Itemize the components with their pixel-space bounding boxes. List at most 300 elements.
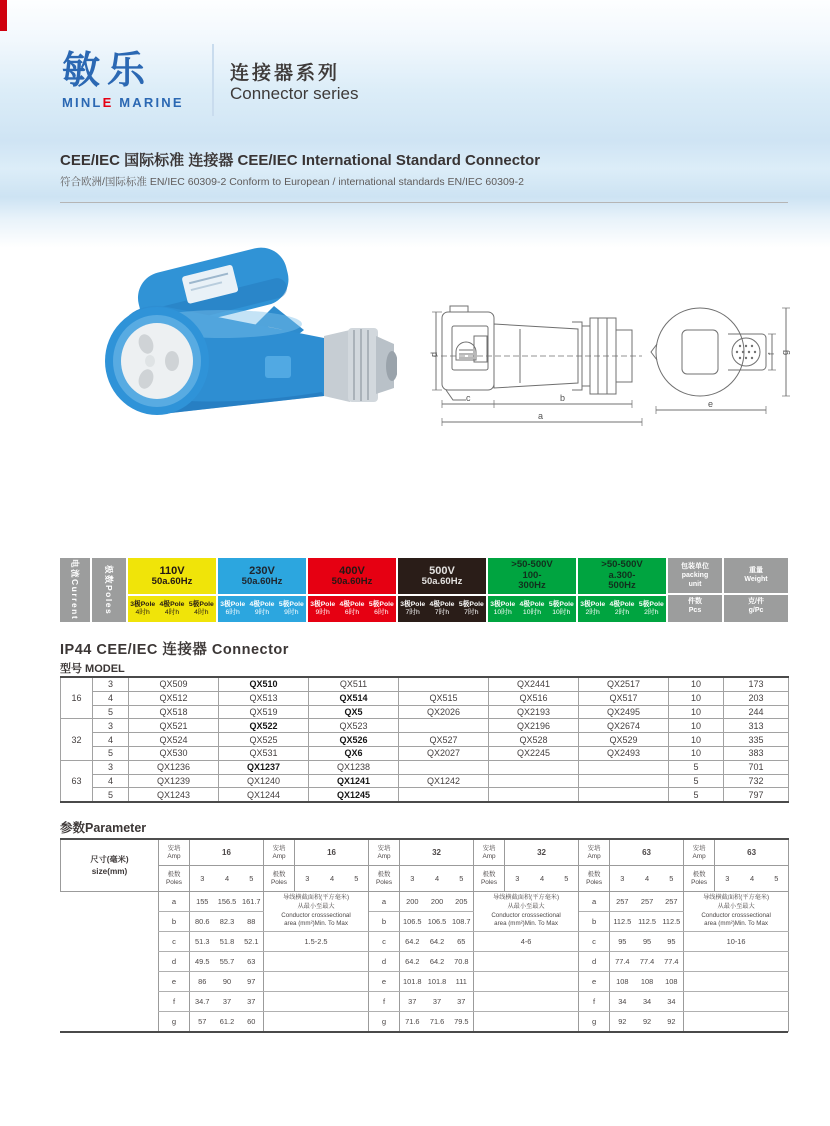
model-cell: QX531 (219, 746, 309, 760)
dim-letter-cell: a (369, 892, 400, 912)
poles-label-en: Poles (691, 878, 708, 886)
pole-col-header: 4 (530, 866, 555, 892)
weight-column-top (724, 558, 788, 593)
poles-label-cn: 极数 (272, 870, 286, 878)
dim-letter-cell: c (369, 932, 400, 952)
voltage-poles-row (308, 596, 396, 622)
pcs-cell: 10 (669, 691, 724, 705)
param-value-cell: 37 (450, 992, 474, 1012)
weight-cell: 335 (724, 733, 789, 747)
model-cell: QX526 (309, 733, 399, 747)
voltage-title-line: 50a.60Hz (421, 575, 463, 587)
model-cell: QX514 (309, 691, 399, 705)
voltage-title (218, 558, 306, 594)
pole-count-cell: 4 (93, 733, 129, 747)
pole-col-header: 3 (715, 866, 740, 892)
logo-divider (212, 44, 214, 116)
pcs-cell: 5 (669, 788, 724, 802)
pole-hour-label: 4时h (194, 609, 209, 616)
model-cell: QX519 (219, 705, 309, 719)
param-value-cell: 112.5 (635, 912, 660, 932)
conductor-note-line: area (mm²)Min. To Max (494, 920, 558, 928)
model-cell: QX511 (309, 677, 399, 691)
conductor-note-line: 导线横截面积(平方毫米) (703, 894, 770, 902)
param-value-cell: 101.8 (400, 972, 425, 992)
dim-letter-cell: b (159, 912, 190, 932)
weight-cell: 797 (724, 788, 789, 802)
pole-count-cell: 3 (93, 677, 129, 691)
voltage-poles-row (128, 596, 216, 622)
param-value-cell: 92 (660, 1012, 684, 1032)
param-value-cell: 257 (635, 892, 660, 912)
conductor-range-cell: 4-6 (474, 932, 579, 952)
pole-subcell (247, 601, 276, 618)
pole-subcell (517, 601, 546, 618)
dim-letter-cell: a (159, 892, 190, 912)
param-value-cell: 95 (610, 932, 635, 952)
pole-hour-label: 9时h (315, 609, 330, 616)
voltage-title-line: >50-500V (601, 559, 643, 571)
model-cell (399, 760, 489, 774)
pole-count-label: 4极Pole (429, 600, 455, 608)
dim-label-b: b (560, 393, 566, 403)
amp-header-label (159, 839, 190, 866)
pole-col-header: 3 (610, 866, 635, 892)
pole-hour-label: 7时h (464, 609, 479, 616)
weight-column (724, 558, 788, 622)
weight-cell: 701 (724, 760, 789, 774)
voltage-column-1 (128, 558, 216, 622)
packing-unit-column-top (668, 558, 722, 593)
weight-column-line: Weight (744, 576, 768, 584)
weight-cell: 203 (724, 691, 789, 705)
model-cell: QX516 (489, 691, 579, 705)
param-value-cell: 64.2 (425, 952, 450, 972)
packing-unit-column-line: unit (688, 580, 702, 588)
param-value-cell: 49.5 (190, 952, 215, 972)
voltage-title-line: 400V (339, 564, 365, 577)
param-value-cell: 92 (635, 1012, 660, 1032)
packing-unit-column-line: Pcs (688, 606, 702, 614)
conductor-note-line: area (mm²)Min. To Max (284, 920, 348, 928)
amp-header-value: 63 (610, 839, 684, 866)
dim-letter-cell: c (579, 932, 610, 952)
model-cell: QX518 (129, 705, 219, 719)
pole-subcell (128, 601, 157, 618)
conductor-note-line: 从最小至最大 (507, 902, 545, 910)
poles-header-label (264, 866, 295, 892)
pole-subcell (398, 601, 427, 618)
pole-count-cell: 3 (93, 760, 129, 774)
amp-header-label (579, 839, 610, 866)
param-value-cell: 200 (425, 892, 450, 912)
amp-group-cell: 63 (61, 760, 93, 802)
param-value-cell: 77.4 (610, 952, 635, 972)
model-cell: QX2674 (579, 719, 669, 733)
param-value-cell: 82.3 (215, 912, 240, 932)
model-cell (489, 760, 579, 774)
pole-hour-label: 7时h (434, 609, 450, 616)
param-value-cell: 97 (240, 972, 264, 992)
conductor-note-line: Conductor crosssectional (701, 911, 771, 919)
param-value-cell: 155 (190, 892, 215, 912)
product-photo (62, 240, 397, 450)
pole-count-label: 3极Pole (130, 600, 156, 608)
conductor-empty-cell (264, 972, 369, 992)
voltage-column-5 (488, 558, 576, 622)
series-title-en: Connector series (230, 84, 359, 103)
conductor-note-cell (684, 892, 789, 932)
param-value-cell: 156.5 (215, 892, 240, 912)
header-divider (60, 202, 788, 203)
connector-photo-illustration (62, 240, 397, 445)
model-cell: QX2517 (579, 677, 669, 691)
conductor-empty-cell (264, 992, 369, 1012)
pole-count-label: 4极Pole (249, 600, 275, 608)
conductor-empty-cell (474, 992, 579, 1012)
size-label-en: size(mm) (91, 866, 128, 876)
amp-header-label (474, 839, 505, 866)
param-value-cell: 112.5 (610, 912, 635, 932)
voltage-column-2 (218, 558, 306, 622)
dim-letter-cell: d (369, 952, 400, 972)
pole-subcell (637, 601, 666, 618)
current-header-label: 电流Current (70, 559, 80, 621)
pole-col-header: 5 (450, 866, 474, 892)
amp-label-cn: 安培 (692, 844, 706, 852)
dim-label-e: e (708, 399, 714, 409)
model-section-subheading: 型号 MODEL (60, 663, 125, 675)
model-cell (399, 677, 489, 691)
param-value-cell: 80.6 (190, 912, 215, 932)
amp-label-cn: 安培 (272, 844, 286, 852)
voltage-title-line: 500Hz (608, 580, 636, 592)
pole-count-label: 4极Pole (519, 600, 545, 608)
amp-header-value: 32 (505, 839, 579, 866)
conductor-note-cell (264, 892, 369, 932)
poles-label-en: Poles (586, 878, 603, 886)
param-value-cell: 64.2 (425, 932, 450, 952)
model-cell: QX512 (129, 691, 219, 705)
dim-letter-cell: b (369, 912, 400, 932)
weight-cell: 244 (724, 705, 789, 719)
size-label-cn: 尺寸(毫米) (90, 854, 129, 864)
voltage-poles-row (218, 596, 306, 622)
pole-col-header: 3 (505, 866, 530, 892)
socket-face (121, 323, 193, 399)
pole-col-header: 4 (215, 866, 240, 892)
param-value-cell: 88 (240, 912, 264, 932)
model-cell: QX521 (129, 719, 219, 733)
pole-count-label: 4极Pole (609, 600, 635, 608)
pole-hour-label: 6时h (374, 609, 389, 616)
pole-count-cell: 5 (93, 705, 129, 719)
param-value-cell: 37 (425, 992, 450, 1012)
model-cell: QX1242 (399, 774, 489, 788)
dim-label-g: g (780, 349, 790, 355)
logo-en-accent: E (102, 95, 114, 110)
pcs-cell: 5 (669, 760, 724, 774)
model-cell (489, 788, 579, 802)
pole-col-header: 5 (555, 866, 579, 892)
pole-count-label: 3极Pole (490, 600, 516, 608)
voltage-title-line: 50a.60Hz (241, 575, 283, 587)
pole-hour-label: 2时h (644, 609, 659, 616)
pole-col-header: 4 (740, 866, 765, 892)
param-value-cell: 95 (635, 932, 660, 952)
param-value-cell: 60 (240, 1012, 264, 1032)
conductor-empty-cell (684, 1012, 789, 1032)
dim-letter-cell: f (159, 992, 190, 1012)
poles-label-en: Poles (166, 878, 182, 886)
pole-hour-label: 4时h (164, 609, 180, 616)
amp-label-en: Amp (272, 852, 286, 860)
pole-subcell (367, 601, 396, 618)
voltage-title-line: a.300- (608, 569, 636, 581)
model-cell: QX1236 (129, 760, 219, 774)
voltage-title-line: 230V (249, 564, 275, 577)
conductor-note-line: 导线横截面积(平方毫米) (283, 894, 350, 902)
amp-header-label (264, 839, 295, 866)
pole-hour-label: 2时h (614, 609, 630, 616)
poles-column-header (92, 558, 126, 622)
param-value-cell: 101.8 (425, 972, 450, 992)
param-value-cell: 71.6 (400, 1012, 425, 1032)
amp-label-cn: 安培 (377, 844, 391, 852)
poles-header-label (579, 866, 610, 892)
pcs-cell: 10 (669, 677, 724, 691)
pole-col-header: 5 (345, 866, 369, 892)
voltage-title-line: 110V (159, 564, 185, 577)
param-value-cell: 106.5 (400, 912, 425, 932)
pole-hour-label: 10时h (493, 609, 512, 616)
model-table (60, 676, 789, 803)
param-section-heading: 参数Parameter (60, 821, 147, 835)
pole-subcell (277, 601, 306, 618)
pole-count-label: 5极Pole (638, 600, 664, 608)
param-value-cell: 106.5 (425, 912, 450, 932)
param-value-cell: 200 (400, 892, 425, 912)
model-cell: QX517 (579, 691, 669, 705)
dim-letter-cell: g (159, 1012, 190, 1032)
model-cell: QX1238 (309, 760, 399, 774)
param-value-cell: 95 (660, 932, 684, 952)
pole-hour-label: 9时h (284, 609, 299, 616)
pole-hour-label: 6时h (225, 609, 240, 616)
amp-header-value: 63 (715, 839, 789, 866)
model-cell: QX529 (579, 733, 669, 747)
model-section-heading: IP44 CEE/IEC 连接器 Connector (60, 642, 289, 658)
amp-label-cn: 安培 (587, 844, 601, 852)
pole-subcell (607, 601, 636, 618)
voltage-column-3 (308, 558, 396, 622)
conductor-empty-cell (684, 992, 789, 1012)
voltage-poles-row (578, 596, 666, 622)
pole-hour-label: 9时h (254, 609, 270, 616)
parameter-table (60, 838, 789, 1032)
voltage-title-line: 50a.60Hz (331, 575, 373, 587)
pole-hour-label: 10时h (522, 609, 542, 616)
model-cell (399, 719, 489, 733)
param-value-cell: 257 (660, 892, 684, 912)
page-title: CEE/IEC 国际标准 连接器 CEE/IEC International Standard Connector (60, 152, 541, 169)
param-value-cell: 37 (240, 992, 264, 1012)
pole-subcell (218, 601, 247, 618)
pcs-cell: 10 (669, 719, 724, 733)
poles-label-cn: 极数 (692, 870, 706, 878)
packing-unit-column-line: 包装单位 (681, 562, 709, 570)
pole-col-header: 4 (320, 866, 345, 892)
dim-letter-cell: f (579, 992, 610, 1012)
param-value-cell: 34 (610, 992, 635, 1012)
param-value-cell: 34 (660, 992, 684, 1012)
dim-letter-cell: e (159, 972, 190, 992)
model-cell: QX1237 (219, 760, 309, 774)
model-cell: QX1244 (219, 788, 309, 802)
current-column-header (60, 558, 90, 622)
logo-cn: 敏乐 (62, 50, 153, 92)
amp-label-en: Amp (587, 852, 601, 860)
param-value-cell: 90 (215, 972, 240, 992)
pcs-cell: 10 (669, 705, 724, 719)
param-value-cell: 77.4 (635, 952, 660, 972)
weight-cell: 732 (724, 774, 789, 788)
amp-label-en: Amp (167, 852, 181, 860)
parameter-table-bottom-rule (60, 1031, 788, 1033)
conductor-range-cell: 10-16 (684, 932, 789, 952)
pole-hour-label: 6时h (344, 609, 360, 616)
poles-label-en: Poles (376, 878, 393, 886)
pole-subcell (547, 601, 576, 618)
voltage-title-line: 50a.60Hz (151, 575, 193, 587)
param-value-cell: 37 (215, 992, 240, 1012)
param-value-cell: 51.8 (215, 932, 240, 952)
pole-col-header: 3 (400, 866, 425, 892)
conductor-note-line: 从最小至最大 (717, 902, 755, 910)
weight-column-line: g/Pc (748, 606, 764, 614)
pcs-cell: 5 (669, 774, 724, 788)
pole-hour-label: 7时h (405, 609, 420, 616)
param-value-cell: 205 (450, 892, 474, 912)
param-value-cell: 55.7 (215, 952, 240, 972)
dimension-drawing (428, 292, 796, 445)
conductor-note-line: 从最小至最大 (297, 902, 335, 910)
dim-letter-cell: e (369, 972, 400, 992)
pcs-cell: 10 (669, 746, 724, 760)
model-cell: QX522 (219, 719, 309, 733)
poles-header-label (474, 866, 505, 892)
model-cell (579, 788, 669, 802)
model-cell: QX513 (219, 691, 309, 705)
param-value-cell: 79.5 (450, 1012, 474, 1032)
front-view (651, 308, 790, 414)
pole-count-label: 4极Pole (159, 600, 185, 608)
technical-drawing (428, 292, 796, 440)
pole-count-label: 5极Pole (458, 600, 484, 608)
pole-subcell (457, 601, 486, 618)
pole-col-header: 5 (765, 866, 789, 892)
conductor-range-cell: 1.5-2.5 (264, 932, 369, 952)
poles-label-cn: 极数 (167, 870, 181, 878)
conductor-note-line: Conductor crosssectional (281, 911, 351, 919)
amp-label-en: Amp (482, 852, 496, 860)
conductor-empty-cell (474, 952, 579, 972)
model-cell: QX524 (129, 733, 219, 747)
pole-count-label: 3极Pole (310, 600, 336, 608)
param-value-cell: 34.7 (190, 992, 215, 1012)
param-value-cell: 71.6 (425, 1012, 450, 1032)
param-value-cell: 70.8 (450, 952, 474, 972)
pole-count-cell: 5 (93, 788, 129, 802)
pole-col-header: 4 (425, 866, 450, 892)
dim-label-d: d (429, 351, 439, 357)
pole-subcell (337, 601, 366, 618)
pole-hour-label: 2时h (585, 609, 600, 616)
param-value-cell: 111 (450, 972, 474, 992)
pole-subcell (187, 601, 216, 618)
poles-header-label (369, 866, 400, 892)
dim-letter-cell: g (579, 1012, 610, 1032)
pole-count-label: 5极Pole (548, 600, 574, 608)
voltage-column-6 (578, 558, 666, 622)
voltage-column-4 (398, 558, 486, 622)
param-value-cell: 257 (610, 892, 635, 912)
dim-letter-cell: c (159, 932, 190, 952)
model-cell: QX1239 (129, 774, 219, 788)
param-value-cell: 64.2 (400, 932, 425, 952)
pole-col-header: 3 (295, 866, 320, 892)
param-value-cell: 63 (240, 952, 264, 972)
weight-cell: 173 (724, 677, 789, 691)
amp-label-cn: 安培 (167, 844, 181, 852)
model-cell: QX2441 (489, 677, 579, 691)
pole-subcell (157, 601, 186, 618)
poles-label-cn: 极数 (482, 870, 496, 878)
conductor-empty-cell (264, 1012, 369, 1032)
pole-hour-label: 4时h (135, 609, 150, 616)
poles-label-cn: 极数 (587, 870, 601, 878)
model-cell: QX1243 (129, 788, 219, 802)
voltage-title-line: 100- (522, 569, 542, 581)
amp-header-value: 16 (190, 839, 264, 866)
conductor-note-line: area (mm²)Min. To Max (704, 920, 768, 928)
dim-label-a: a (538, 411, 544, 421)
model-cell: QX2026 (399, 705, 489, 719)
model-cell: QX5 (309, 705, 399, 719)
conductor-empty-cell (264, 952, 369, 972)
conductor-empty-cell (474, 1012, 579, 1032)
page-subtitle: 符合欧洲/国际标准 EN/IEC 60309-2 Conform to European / international standards EN/IEC 60309-2 (60, 176, 524, 188)
param-value-cell: 61.2 (215, 1012, 240, 1032)
param-value-cell: 108 (610, 972, 635, 992)
amp-header-label (684, 839, 715, 866)
amp-header-value: 32 (400, 839, 474, 866)
pole-count-cell: 3 (93, 719, 129, 733)
packing-unit-column-line: packing (681, 571, 709, 579)
weight-cell: 383 (724, 746, 789, 760)
model-cell: QX523 (309, 719, 399, 733)
voltage-title-line: 500V (429, 564, 455, 577)
series-title-cn: 连接器系列 (230, 63, 341, 84)
pole-col-header: 3 (190, 866, 215, 892)
voltage-poles-row (488, 596, 576, 622)
weight-cell: 313 (724, 719, 789, 733)
dim-letter-cell: d (579, 952, 610, 972)
dim-label-f: f (767, 352, 776, 355)
pole-count-label: 5极Pole (368, 600, 394, 608)
poles-label-en: Poles (481, 878, 498, 886)
pole-count-cell: 4 (93, 774, 129, 788)
